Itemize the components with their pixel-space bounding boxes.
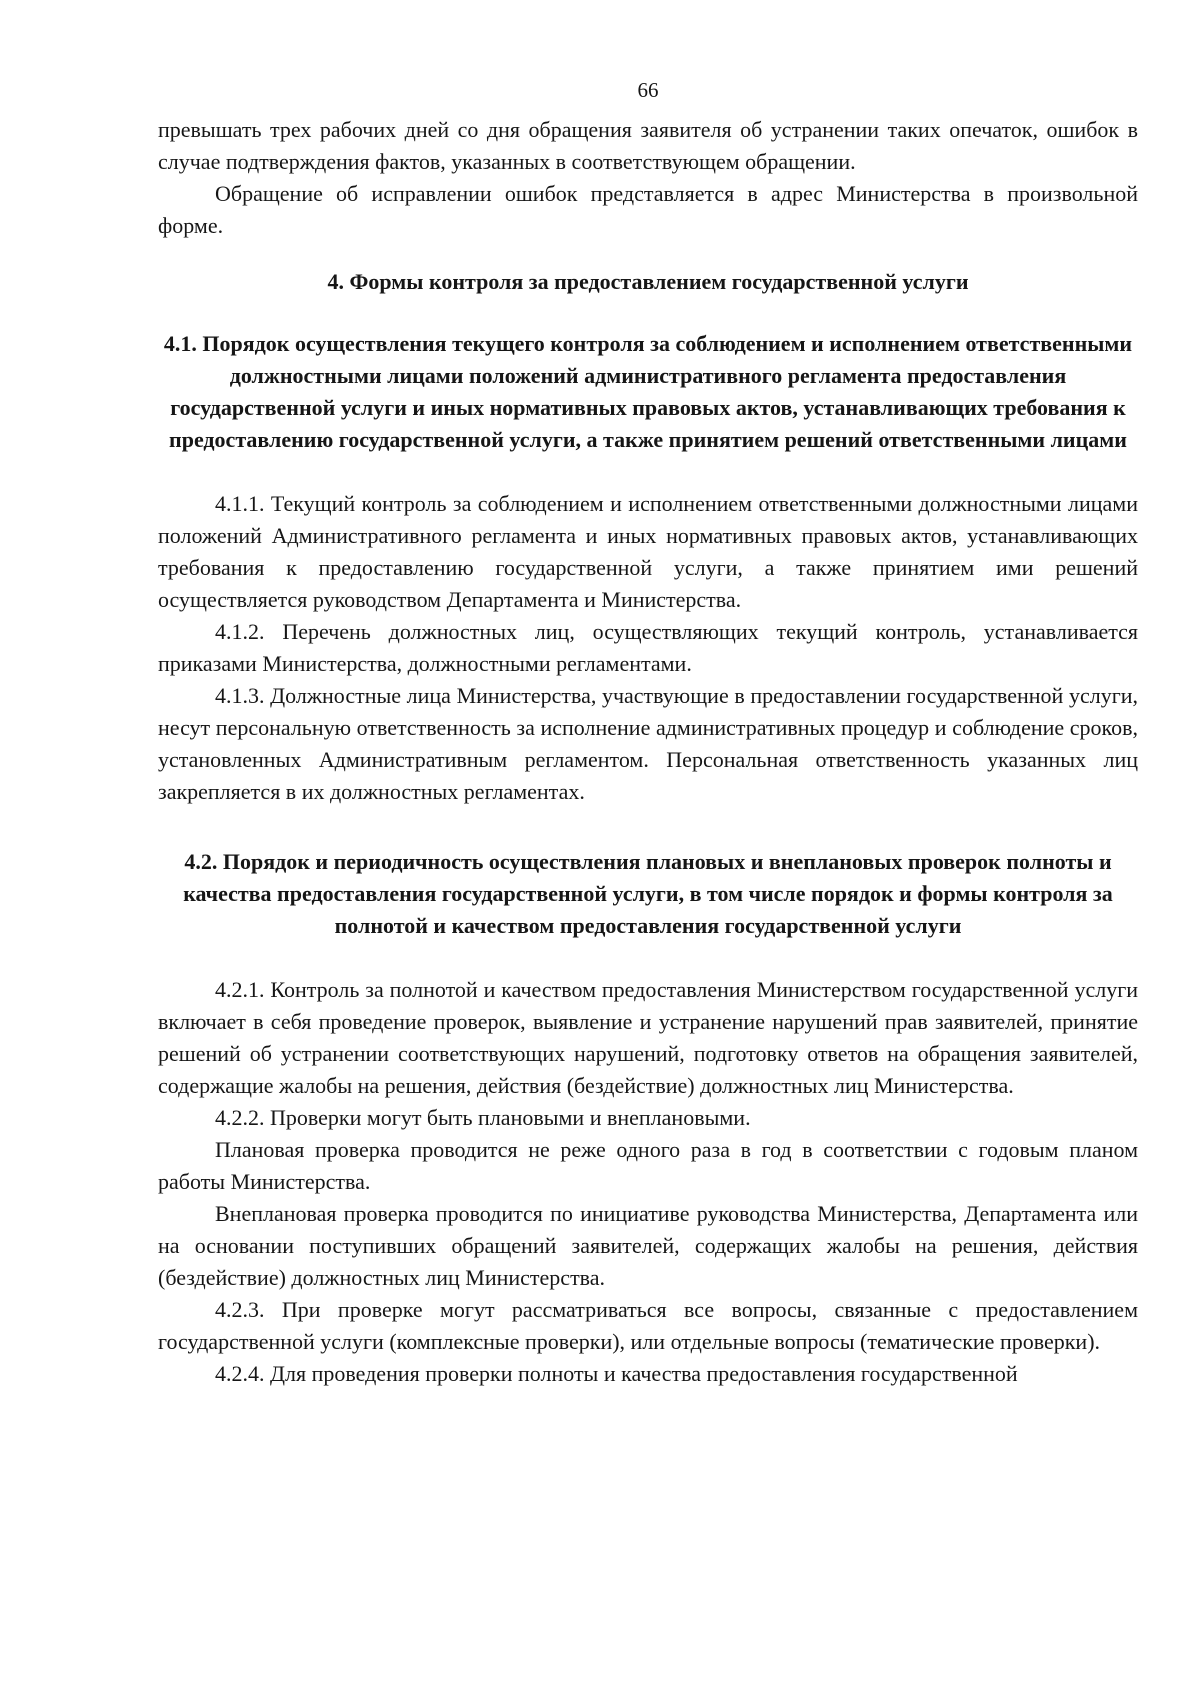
intro-paragraph-continuation: превышать трех рабочих дней со дня обращения заявителя об устранении таких опечаток, ошибок в случае подтверждения фактов, указанных в соответствующем обращении. [158, 117, 1138, 174]
section-4-2-heading: 4.2. Порядок и периодичность осуществления плановых и внеплановых проверок полноты и качества предоставления государственной услуги, в том числе порядок и формы контроля за полнотой и качеством предоставления государственной услуги [183, 849, 1113, 938]
paragraph-4-2-1: 4.2.1. Контроль за полнотой и качеством предоставления Министерством государственной услуги включает в себя проведение проверок, выявление и устранение нарушений прав заявителей, принятие решений об устранении соответствующих нарушений, подготовку ответов на обращения заявителей, содержащие жалобы на решения, действия (бездействие) должностных лиц Министерства. [158, 977, 1138, 1098]
section-4-1-heading: 4.1. Порядок осуществления текущего контроля за соблюдением и исполнением ответственными должностными лицами положений административного регламента предоставления государственной услуги и иных нормативных правовых актов, устанавливающих требования к предоставлению государственной услуги, а также принятием решений ответственными лицами [163, 331, 1133, 452]
paragraph-4-2-2: 4.2.2. Проверки могут быть плановыми и внеплановыми. [215, 1105, 751, 1130]
section-4-heading: 4. Формы контроля за предоставлением государственной услуги [327, 269, 969, 294]
paragraph-4-1-1: 4.1.1. Текущий контроль за соблюдением и исполнением ответственными должностными лицами положений Административного регламента и иных нормативных правовых актов, устанавливающих требования к предоставлению государственной услуги, а также принятием ими решений осуществляется руководством Департамента и Министерства. [158, 491, 1138, 612]
paragraph-4-1-2: 4.1.2. Перечень должностных лиц, осуществляющих текущий контроль, устанавливается приказами Министерства, должностными регламентами. [158, 619, 1138, 676]
paragraph-4-1-3: 4.1.3. Должностные лица Министерства, участвующие в предоставлении государственной услуги, несут персональную ответственность за исполнение административных процедур и соблюдение сроков, установленных Административным регламентом. Персональная ответственность указанных лиц закрепляется в их должностных регламентах. [158, 683, 1138, 804]
intro-paragraph-correction-request: Обращение об исправлении ошибок представляется в адрес Министерства в произвольной форме. [158, 181, 1138, 238]
paragraph-4-2-4: 4.2.4. Для проведения проверки полноты и качества предоставления государственной [215, 1361, 1018, 1386]
paragraph-unplanned-check: Внеплановая проверка проводится по инициативе руководства Министерства, Департамента или на основании поступивших обращений заявителей, содержащих жалобы на решения, действия (бездействие) должностных лиц Министерства. [158, 1201, 1138, 1290]
paragraph-planned-check: Плановая проверка проводится не реже одного раза в год в соответствии с годовым планом работы Министерства. [158, 1137, 1138, 1194]
page-number: 66 [637, 78, 659, 102]
paragraph-4-2-3: 4.2.3. При проверке могут рассматриваться все вопросы, связанные с предоставлением государственной услуги (комплексные проверки), или отдельные вопросы (тематические проверки). [158, 1297, 1138, 1354]
document-page [158, 70, 1138, 1390]
